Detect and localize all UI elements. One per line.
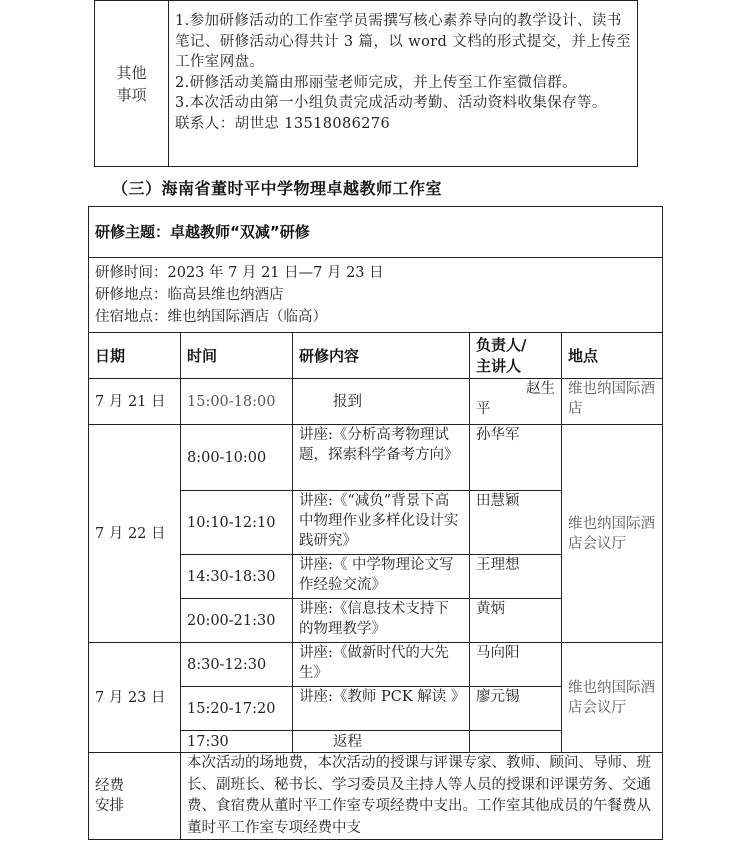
person-cell: 孙华军 bbox=[470, 425, 562, 491]
content-cell: 讲座:《“减负”背景下高中物理作业多样化设计实践研究》 bbox=[293, 491, 470, 555]
header-date: 日期 bbox=[89, 333, 181, 379]
table-row bbox=[89, 379, 663, 425]
header-content: 研修内容 bbox=[293, 333, 470, 379]
info-time: 研修时间：2023 年 7 月 21 日—7 月 23 日 bbox=[95, 265, 384, 281]
info-lodging: 住宿地点：维也纳国际酒店（临高） bbox=[95, 309, 327, 325]
other-item-2: 2.研修活动美篇由邢丽莹老师完成，并上传至工作室微信群。 bbox=[175, 74, 578, 91]
other-matters-body bbox=[169, 1, 638, 167]
fee-text: 本次活动的场地费，本次活动的授课与评课专家、教师、顾问、导师、班长、副班长、秘书长、学习委员及主持人等人员的授课和评课劳务、交通费、食宿费从董时平工作室专项经费中支出。工作室其他成员的午餐费从董时平工作室专项经费中支 bbox=[181, 753, 663, 840]
location-cell: 维也纳国际酒店会议厅 bbox=[562, 643, 663, 753]
time-cell: 8:30-12:30 bbox=[181, 643, 293, 687]
content-cell: 返程 bbox=[293, 731, 470, 753]
fee-label: 经费 安排 bbox=[89, 753, 181, 840]
topic-row: 研修主题：卓越教师“双减”研修 bbox=[89, 207, 663, 258]
date-cell: 7 月 23 日 bbox=[89, 643, 181, 753]
date-cell: 7 月 21 日 bbox=[89, 379, 181, 425]
person-cell: 王理想 bbox=[470, 555, 562, 599]
content-cell: 讲座:《做新时代的大先生》 bbox=[293, 643, 470, 687]
info-block bbox=[89, 258, 663, 333]
content-cell: 讲座:《信息技术支持下的物理教学》 bbox=[293, 599, 470, 643]
other-matters-label: 其他 事项 bbox=[95, 1, 169, 167]
person-cell bbox=[470, 731, 562, 753]
content-cell: 讲座:《 中学物理论文写作经验交流》 bbox=[293, 555, 470, 599]
table-row bbox=[89, 425, 663, 491]
content-cell: 讲座:《分析高考物理试题，探索科学备考方向》 bbox=[293, 425, 470, 491]
other-matters-table bbox=[94, 0, 638, 167]
schedule-table bbox=[88, 206, 663, 840]
time-cell: 20:00-21:30 bbox=[181, 599, 293, 643]
person-cell: 黄炳 bbox=[470, 599, 562, 643]
time-cell: 14:30-18:30 bbox=[181, 555, 293, 599]
date-cell: 7 月 22 日 bbox=[89, 425, 181, 643]
person-cell: 廖元锡 bbox=[470, 687, 562, 731]
section-heading: （三）海南省董时平中学物理卓越教师工作室 bbox=[112, 179, 443, 198]
time-cell: 8:00-10:00 bbox=[181, 425, 293, 491]
other-item-3: 3.本次活动由第一小组负责完成活动考勤、活动资料收集保存等。 bbox=[175, 95, 607, 111]
person-cell: 马向阳 bbox=[470, 643, 562, 687]
time-cell: 15:00-18:00 bbox=[181, 379, 293, 425]
time-cell: 17:30 bbox=[181, 731, 293, 753]
location-cell: 维也纳国际酒店会议厅 bbox=[562, 425, 663, 643]
person-cell: 田慧颖 bbox=[470, 491, 562, 555]
fee-row bbox=[89, 753, 663, 840]
person-cell: 赵生 平 bbox=[470, 379, 562, 425]
header-location: 地点 bbox=[562, 333, 663, 379]
content-cell: 报到 bbox=[293, 379, 470, 425]
contact-line: 联系人：胡世忠 13518086276 bbox=[175, 115, 391, 132]
header-time: 时间 bbox=[181, 333, 293, 379]
time-cell: 10:10-12:10 bbox=[181, 491, 293, 555]
location-cell: 维也纳国际酒店 bbox=[562, 379, 663, 425]
content-cell: 讲座:《教师 PCK 解读 》 bbox=[293, 687, 470, 731]
table-row bbox=[89, 643, 663, 687]
time-cell: 15:20-17:20 bbox=[181, 687, 293, 731]
header-person: 负责人/ 主讲人 bbox=[470, 333, 562, 379]
info-place: 研修地点：临高县维也纳酒店 bbox=[95, 287, 284, 303]
other-item-1: 1.参加研修活动的工作室学员需撰写核心素养导向的教学设计、读书笔记、研修活动心得共计 3 篇，以 word 文档的形式提交，并上传至工作室网盘。 bbox=[175, 13, 632, 70]
